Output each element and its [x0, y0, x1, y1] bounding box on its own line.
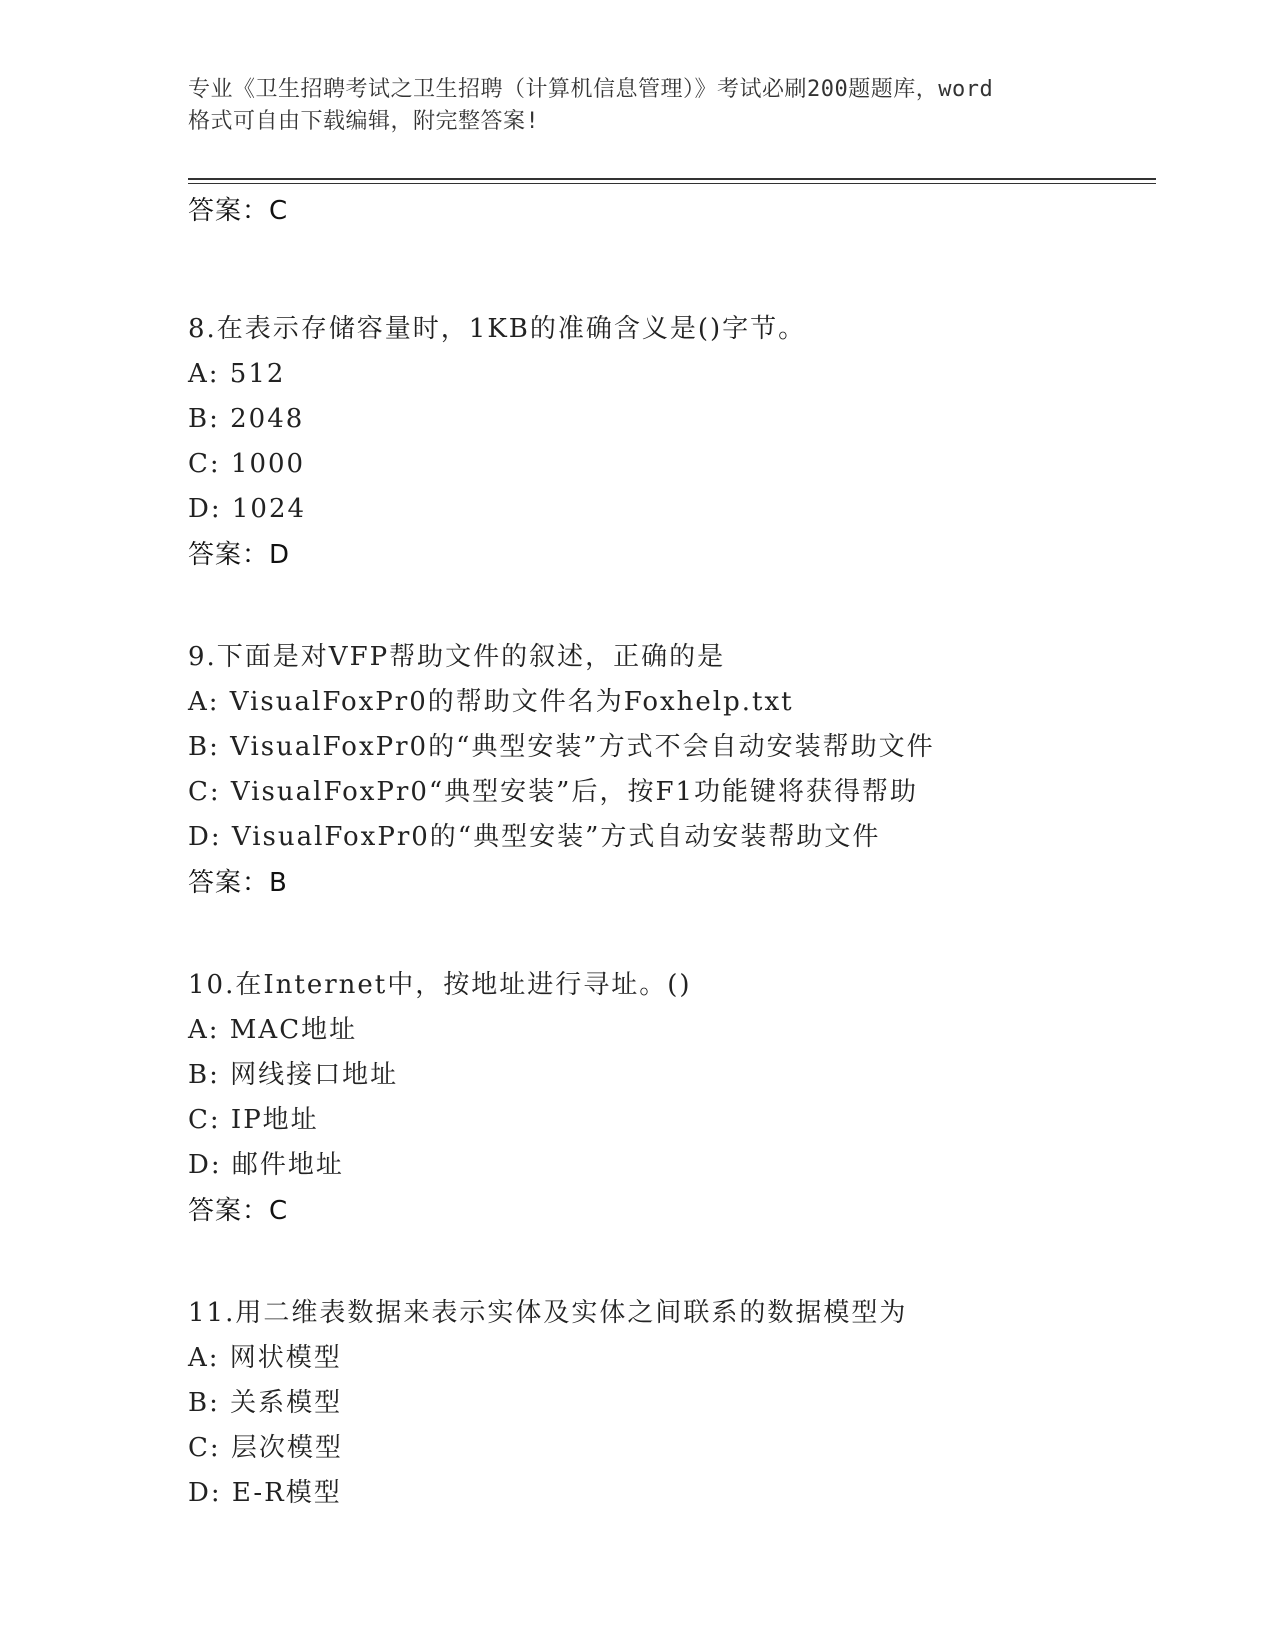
header-title-line-1: 专业《卫生招聘考试之卫生招聘（计算机信息管理）》考试必刷200题题库，word — [188, 77, 994, 102]
option-c: C: 层次模型 — [188, 1433, 343, 1463]
header-title-line-2: 格式可自由下载编辑，附完整答案! — [188, 109, 540, 134]
answer-line: 答案：D — [188, 540, 291, 570]
question-text: 9.下面是对VFP帮助文件的叙述，正确的是 — [188, 642, 726, 672]
answer-line: 答案：B — [188, 868, 288, 898]
option-d: D: 1024 — [188, 494, 307, 524]
spacer — [188, 578, 1148, 634]
answer-line: 答案：C — [188, 1196, 289, 1226]
question-text: 11.用二维表数据来表示实体及实体之间联系的数据模型为 — [188, 1298, 908, 1328]
option-c: C: IP地址 — [188, 1105, 319, 1135]
option-a: A: VisualFoxPr0的帮助文件名为Foxhelp.txt — [188, 687, 794, 717]
question-text: 8.在表示存储容量时，1KB的准确含义是()字节。 — [188, 314, 807, 344]
question-list — [188, 188, 1148, 1516]
option-a: A: MAC地址 — [188, 1015, 358, 1045]
question-block-8 — [188, 306, 1148, 578]
header-divider-thin — [188, 183, 1156, 184]
question-block-11 — [188, 1290, 1148, 1516]
document-header — [188, 74, 1088, 138]
option-c: C: 1000 — [188, 449, 306, 479]
question-block-10 — [188, 962, 1148, 1234]
option-b: B: 关系模型 — [188, 1388, 343, 1418]
option-b: B: 网线接口地址 — [188, 1060, 399, 1090]
option-d: D: 邮件地址 — [188, 1150, 344, 1180]
option-c: C: VisualFoxPr0“典型安装”后，按F1功能键将获得帮助 — [188, 777, 919, 807]
option-b: B: 2048 — [188, 404, 305, 434]
option-d: D: E-R模型 — [188, 1478, 342, 1508]
option-d: D: VisualFoxPr0的“典型安装”方式自动安装帮助文件 — [188, 822, 881, 852]
option-a: A: 512 — [188, 359, 286, 389]
option-b: B: VisualFoxPr0的“典型安装”方式不会自动安装帮助文件 — [188, 732, 935, 762]
spacer — [188, 234, 1148, 306]
header-divider-thick — [188, 178, 1156, 180]
question-text: 10.在Internet中，按地址进行寻址。() — [188, 970, 692, 1000]
previous-question-answer: 答案：C — [188, 196, 289, 226]
spacer — [188, 906, 1148, 962]
spacer — [188, 1234, 1148, 1290]
question-block-9 — [188, 634, 1148, 906]
option-a: A: 网状模型 — [188, 1343, 342, 1373]
